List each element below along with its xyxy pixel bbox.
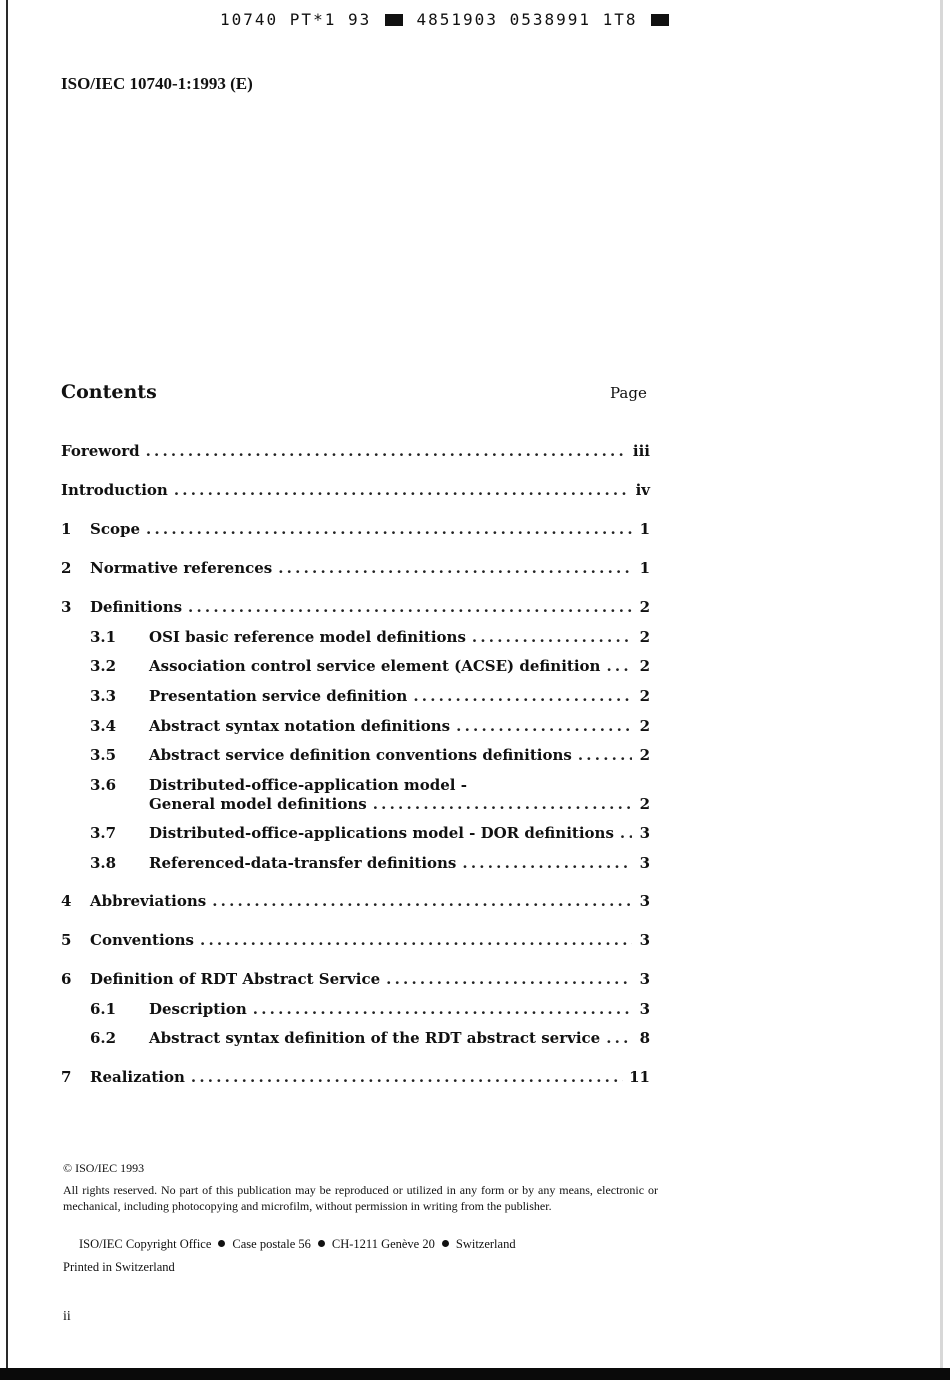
page-number: ii (63, 1309, 71, 1324)
toc-leader-dots (200, 931, 632, 949)
toc-entry-page: 1 (639, 520, 650, 538)
toc-entry-title: Abstract syntax definition of the RDT abstract service (149, 1029, 601, 1047)
toc-entry-3-8[interactable] (90, 854, 650, 876)
toc-entry-scope[interactable] (61, 520, 650, 542)
toc-entry-normative-references[interactable] (61, 559, 650, 581)
toc-entry-3-2[interactable] (90, 657, 650, 679)
rights-statement: All rights reserved. No part of this publication may be reproduced or utilized in any form or by any means, electronic or mechanical, including photocopying and microfilm, without permission in writing from the publisher. (63, 1183, 658, 1213)
toc-entry-title: Referenced-data-transfer definitions (149, 854, 457, 872)
toc-leader-dots (373, 795, 632, 813)
toc-leader-dots (456, 717, 632, 735)
toc-entry-number: 6.1 (90, 1000, 117, 1018)
toc-entry-foreword[interactable] (61, 442, 650, 464)
toc-entry-3-5[interactable] (90, 746, 650, 768)
toc-entry-number: 3.7 (90, 824, 117, 842)
toc-entry-page: 2 (639, 657, 650, 675)
toc-entry-number: 6 (61, 970, 72, 988)
page-right-edge (940, 0, 943, 1370)
toc-entry-title: Presentation service definition (149, 687, 408, 705)
toc-entry-title: Conventions (90, 931, 194, 949)
office-country: Switzerland (455, 1237, 516, 1251)
toc-entry-page: iv (635, 481, 650, 499)
toc-entry-page: 3 (639, 1000, 650, 1018)
printed-in: Printed in Switzerland (63, 1260, 175, 1274)
toc-entry-number: 5 (61, 931, 72, 949)
copyright-office-line (79, 1237, 516, 1252)
copyright-notice: © ISO/IEC 1993 (63, 1161, 145, 1175)
office-postbox: Case postale 56 (232, 1237, 311, 1251)
toc-entry-number: 6.2 (90, 1029, 117, 1047)
toc-entry-title: Introduction (61, 481, 168, 499)
toc-entry-page: 2 (639, 687, 650, 705)
page-left-edge (6, 0, 8, 1370)
toc-entry-page: 11 (629, 1068, 650, 1086)
toc-leader-dots (620, 824, 632, 842)
toc-entry-number: 3 (61, 598, 72, 616)
toc-entry-number: 3.6 (90, 776, 117, 794)
toc-entry-title: Normative references (90, 559, 273, 577)
toc-entry-6-1[interactable] (90, 1000, 650, 1022)
toc-entry-3-6-title-line1: Distributed-office-application model - (149, 776, 467, 794)
barcode-block-1 (385, 14, 403, 26)
toc-entry-title: Association control service element (ACSE) definition (149, 657, 601, 675)
barcode-text-1: 10740 PT*1 93 (220, 10, 372, 29)
toc-entry-number: 4 (61, 892, 72, 910)
toc-leader-dots (212, 892, 632, 910)
toc-entry-page: 3 (639, 931, 650, 949)
toc-entry-title: Foreword (61, 442, 140, 460)
barcode-block-2 (651, 14, 669, 26)
toc-entry-page: 3 (639, 854, 650, 872)
office-name: ISO/IEC Copyright Office (79, 1237, 212, 1251)
toc-entry-page: 1 (639, 559, 650, 577)
toc-entry-page: 2 (639, 795, 650, 813)
toc-entry-rdt-abstract-service[interactable] (61, 970, 650, 992)
toc-entry-3-6-number-row (90, 776, 150, 798)
toc-entry-6-2[interactable] (90, 1029, 650, 1051)
toc-entry-page: 2 (639, 746, 650, 764)
page-column-label: Page (610, 384, 647, 402)
toc-entry-title: Abstract service definition conventions definitions (149, 746, 572, 764)
toc-entry-title: Definitions (90, 598, 183, 616)
bullet-icon (442, 1240, 449, 1247)
barcode-text-2: 4851903 0538991 1T8 (416, 10, 638, 29)
toc-entry-title: Abbreviations (90, 892, 207, 910)
toc-entry-page: 2 (639, 598, 650, 616)
toc-leader-dots (191, 1068, 623, 1086)
toc-leader-dots (253, 1000, 632, 1018)
toc-entry-number: 3.5 (90, 746, 117, 764)
toc-leader-dots (146, 520, 632, 538)
toc-entry-title: Realization (90, 1068, 185, 1086)
toc-entry-number: 3.4 (90, 717, 117, 735)
toc-entry-page: iii (632, 442, 650, 460)
scan-bottom-bar (0, 1368, 950, 1380)
toc-leader-dots (606, 1029, 632, 1047)
bullet-icon (318, 1240, 325, 1247)
toc-entry-3-1[interactable] (90, 628, 650, 650)
toc-entry-page: 2 (639, 628, 650, 646)
toc-entry-definitions[interactable] (61, 598, 650, 620)
toc-entry-conventions[interactable] (61, 931, 650, 953)
toc-entry-number: 3.3 (90, 687, 117, 705)
toc-entry-title: Distributed-office-applications model - DOR definitions (149, 824, 614, 842)
toc-leader-dots (386, 970, 632, 988)
standard-id: ISO/IEC 10740-1:1993 (E) (61, 74, 253, 93)
office-city: CH-1211 Genève 20 (331, 1237, 435, 1251)
toc-entry-page: 8 (639, 1029, 650, 1047)
toc-entry-3-4[interactable] (90, 717, 650, 739)
toc-entry-number: 1 (61, 520, 72, 538)
toc-leader-dots (462, 854, 632, 872)
toc-entry-title: Description (149, 1000, 247, 1018)
toc-entry-title: OSI basic reference model definitions (149, 628, 466, 646)
toc-leader-dots (472, 628, 632, 646)
toc-entry-page: 3 (639, 892, 650, 910)
toc-entry-title: Scope (90, 520, 141, 538)
toc-entry-number: 7 (61, 1068, 72, 1086)
toc-entry-introduction[interactable] (61, 481, 650, 503)
bullet-icon (218, 1240, 225, 1247)
toc-entry-title: Abstract syntax notation definitions (149, 717, 451, 735)
toc-entry-3-3[interactable] (90, 687, 650, 709)
toc-leader-dots (413, 687, 632, 705)
toc-entry-3-7[interactable] (90, 824, 650, 846)
toc-entry-title: General model definitions (149, 795, 367, 813)
barcode-line (220, 10, 671, 29)
toc-entry-number: 3.2 (90, 657, 117, 675)
toc-leader-dots (278, 559, 632, 577)
toc-leader-dots (174, 481, 630, 499)
toc-entry-abbreviations[interactable] (61, 892, 650, 914)
toc-leader-dots (578, 746, 632, 764)
toc-entry-page: 2 (639, 717, 650, 735)
copyright-block (63, 1160, 658, 1214)
toc-entry-number: 3.8 (90, 854, 117, 872)
toc-leader-dots (606, 657, 632, 675)
toc-entry-number: 2 (61, 559, 72, 577)
toc-entry-title: Definition of RDT Abstract Service (90, 970, 381, 988)
toc-leader-dots (146, 442, 627, 460)
toc-entry-realization[interactable] (61, 1068, 650, 1090)
toc-entry-page: 3 (639, 824, 650, 842)
toc-entry-3-6[interactable] (149, 795, 650, 817)
toc-leader-dots (188, 598, 632, 616)
contents-title: Contents (61, 381, 157, 403)
toc-entry-page: 3 (639, 970, 650, 988)
toc-entry-number: 3.1 (90, 628, 117, 646)
